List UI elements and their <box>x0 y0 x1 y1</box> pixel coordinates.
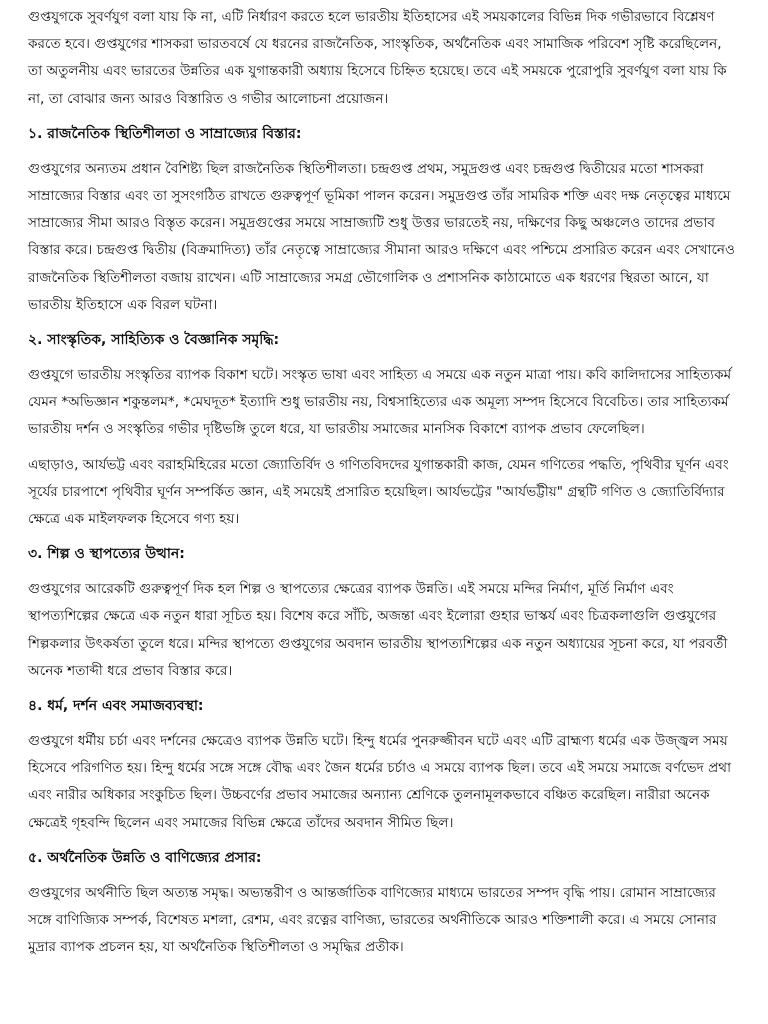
section-heading-cultural: ২. সাংস্কৃতিক, সাহিত্যিক ও বৈজ্ঞানিক সমৃদ্ধি: <box>28 332 280 349</box>
cultural-paragraph: গুপ্তযুগে ভারতীয় সংস্কৃতির ব্যাপক বিকাশ ঘটে। সংস্কৃত ভাষা এবং সাহিত্য এ সময়ে এক নতুন মাত্রা পায়। কবি কালিদাসের সাহিত্যকর্ম যেমন *অভিজ্ঞান শকুন্তলম*, *মেঘদূত* ইত্যাদি শুধু ভারতীয় নয়, বিশ্বসাহিত্যের এক অমূল্য সম্পদ হিসেবে বিবেচিত। তার সাহিত্যকর্ম ভারতীয় দর্শন ও সংস্কৃতির গভীর দৃষ্টিভঙ্গি তুলে ধরে, যা ভারতীয় সমাজের মানসিক বিকাশে ব্যাপক প্রভাব ফেলেছিল। <box>28 367 732 438</box>
section-heading-religion: ৪. ধর্ম, দর্শন এবং সমাজব্যবস্থা: <box>28 698 204 715</box>
economy-paragraph: গুপ্তযুগের অর্থনীতি ছিল অত্যন্ত সমৃদ্ধ। অভ্যন্তরীণ ও আন্তর্জাতিক বাণিজ্যের মাধ্যমে ভারতের সম্পদ বৃদ্ধি পায়। রোমান সাম্রাজ্যের সঙ্গে বাণিজ্যিক সম্পর্ক, বিশেষত মশলা, রেশম, এবং রত্নের বাণিজ্য, ভারতের অর্থনীতিকে আরও শক্তিশালী করে। এ সময়ে সোনার মুদ্রার ব্যাপক প্রচলন হয়, যা অর্থনৈতিক স্থিতিশীলতা ও সমৃদ্ধির প্রতীক। <box>28 884 717 956</box>
religion-paragraph: গুপ্তযুগে ধর্মীয় চর্চা এবং দর্শনের ক্ষেত্রেও ব্যাপক উন্নতি ঘটে। হিন্দু ধর্মের পুনরুজ্জীবন ঘটে এবং এটি ব্রাহ্মণ্য ধর্মের এক উজ্জ্বল সময় হিসেবে পরিগণিত হয়। হিন্দু ধর্মের সঙ্গে সঙ্গে বৌদ্ধ এবং জৈন ধর্মের চর্চাও এ সময়ে ব্যাপক ছিল। তবে এই সময়ে সমাজে বর্ণভেদ প্রথা এবং নারীর অধিকার সংকুচিত ছিল। উচ্চবর্ণের প্রভাব সমাজের অন্যান্য শ্রেণিকে তুলনামূলকভাবে বঞ্চিত করেছিল। নারীরা অনেক ক্ষেত্রেই গৃহবন্দি ছিলেন এবং সমাজের বিভিন্ন ক্ষেত্রে তাঁদের অবদান সীমিত ছিল। <box>28 733 732 831</box>
section-heading-art: ৩. শিল্প ও স্থাপত্যের উত্থান: <box>28 546 185 563</box>
section-heading-economy: ৫. অর্থনৈতিক উন্নতি ও বাণিজ্যের প্রসার: <box>28 849 262 866</box>
scientific-paragraph: এছাড়াও, আর্যভট্ট এবং বরাহমিহিরের মতো জ্যোতির্বিদ ও গণিতবিদদের যুগান্তকারী কাজ, যেমন গণিতের পদ্ধতি, পৃথিবীর ঘূর্ণন এবং সূর্যের চারপাশে পৃথিবীর ঘূর্ণন সম্পর্কিত জ্ঞান, এই সময়েই প্রসারিত হয়েছিল। আর্যভট্টের "আর্যভট্টীয়" গ্রন্থটি গণিত ও জ্যোতির্বিদ্যার ক্ষেত্রে এক মাইলফলক হিসেবে গণ্য হয়। <box>28 456 729 528</box>
section-heading-political: ১. রাজনৈতিক স্থিতিশীলতা ও সাম্রাজ্যের বিস্তার: <box>28 125 302 142</box>
intro-paragraph: গুপ্তযুগকে সুবর্ণযুগ বলা যায় কি না, এটি নির্ধারণ করতে হলে ভারতীয় ইতিহাসের এই সময়কালের বিভিন্ন দিক গভীরভাবে বিশ্লেষণ করতে হবে। গুপ্তযুগের শাসকরা ভারতবর্ষে যে ধরনের রাজনৈতিক, সাংস্কৃতিক, অর্থনৈতিক এবং সামাজিক পরিবেশ সৃষ্টি করেছিলেন, তা অতুলনীয় এবং ভারতের উন্নতির এক যুগান্তকারী অধ্যায় হিসেবে চিহ্নিত হয়েছে। তবে এই সময়কে পুরোপুরি সুবর্ণযুগ বলা যায় কি না, তা বোঝার জন্য আরও বিস্তারিত ও গভীর আলোচনা প্রয়োজন। <box>28 9 727 107</box>
art-paragraph: গুপ্তযুগের আরেকটি গুরুত্বপূর্ণ দিক হল শিল্প ও স্থাপত্যের ক্ষেত্রের ব্যাপক উন্নতি। এই সময়ে মন্দির নির্মাণ, মূর্তি নির্মাণ এবং স্থাপত্যশিল্পের ক্ষেত্রে এক নতুন ধারা সূচিত হয়। বিশেষ করে সাঁচি, অজন্তা এবং ইলোরা গুহার ভাস্কর্য এবং চিত্রকলাগুলি গুপ্তযুগের শিল্পকলার উৎকর্ষতা তুলে ধরে। মন্দির স্থাপত্যে গুপ্তযুগের অবদান ভারতীয় স্থাপত্যশিল্পের এক নতুন অধ্যায়ের সূচনা করে, যা পরবর্তী অনেক শতাব্দী ধরে প্রভাব বিস্তার করে। <box>28 581 728 679</box>
political-paragraph: গুপ্তযুগের অন্যতম প্রধান বৈশিষ্ট্য ছিল রাজনৈতিক স্থিতিশীলতা। চন্দ্রগুপ্ত প্রথম, সমুদ্রগুপ্ত এবং চন্দ্রগুপ্ত দ্বিতীয়ের মতো শাসকরা সাম্রাজ্যের বিস্তার এবং তা সুসংগঠিত রাখতে গুরুত্বপূর্ণ ভূমিকা পালন করেন। সমুদ্রগুপ্ত তাঁর সামরিক শক্তি এবং দক্ষ নেতৃত্বের মাধ্যমে সাম্রাজ্যের সীমা আরও বিস্তৃত করেন। সমুদ্রগুপ্তের সময়ে সাম্রাজ্যটি শুধু উত্তর ভারতেই নয়, দক্ষিণের কিছু অঞ্চলেও তাদের প্রভাব বিস্তার করে। চন্দ্রগুপ্ত দ্বিতীয় (বিক্রমাদিত্য) তাঁর নেতৃত্বে সাম্রাজ্যের সীমানা আরও দক্ষিণে এবং পশ্চিমে প্রসারিত করেন এবং সেখানেও রাজনৈতিক স্থিতিশীলতা বজায় রাখেন। এটি সাম্রাজ্যের সমগ্র ভৌগোলিক ও প্রশাসনিক কাঠামোতে এক ধরণের স্থিরতা আনে, যা ভারতীয় ইতিহাসে এক বিরল ঘটনা। <box>28 160 736 313</box>
